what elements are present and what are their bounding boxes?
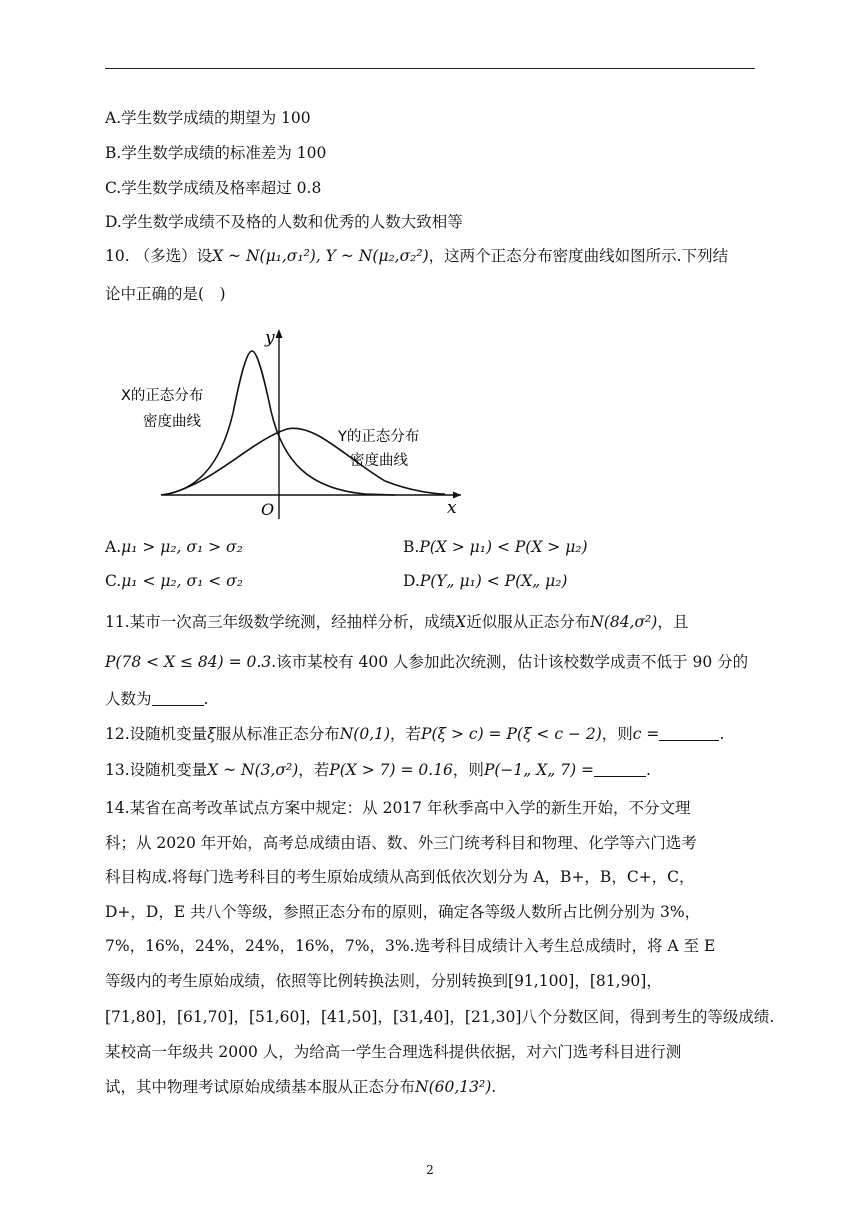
q14-line5: 7%，16%，24%，24%，16%，7%，3%.选考科目成绩计入考生总成绩时，将 A 至 E [105,937,716,955]
q12-line: 12.设随机变量ξ服从标准正态分布N(0,1)，若P(ξ > c) = P(ξ < c − 2)，则c = . [105,725,725,743]
q14-line7: [71,80]，[61,70]，[51,60]，[41,50]，[31,40]，[21,30]八个分数区间，得到考生的等级成绩. [105,1008,775,1026]
header-rule [105,68,755,69]
q13-line: 13.设随机变量X ~ N(3,σ²)，若P(X > 7) = 0.16，则P(−1„ X„ 7) = . [105,761,651,779]
x-axis-label: x [447,498,457,518]
q9-option-a: A.学生数学成绩的期望为 100 [105,109,311,127]
q11-line2: P(78 < X ≤ 84) = 0.3.该市某校有 400 人参加此次统测，估计该校数学成责不低于 90 分的 [105,653,749,671]
q10-stem-line2: 论中正确的是( ) [105,285,226,303]
q9-option-b: B.学生数学成绩的标准差为 100 [105,144,327,162]
q10-option-a: A.μ₁ > μ₂, σ₁ > σ₂ [105,538,243,556]
y-axis-label: y [265,328,275,348]
y-axis-arrow [276,329,283,338]
normal-curves-figure [121,323,470,520]
y-curve-label-line1: Y的正态分布 [338,429,420,445]
q10-math: X ~ N(μ₁,σ₁²), Y ~ N(μ₂,σ₂²) [212,247,429,265]
q9-option-c: C.学生数学成绩及格率超过 0.8 [105,179,322,197]
q14-line6: 等级内的考生原始成绩，依照等比例转换法则，分别转换到[91,100]，[81,90]， [105,972,662,990]
q10-option-d: D.P(Y„ μ₁) < P(X„ μ₂) [403,572,568,590]
q12-answer-blank[interactable] [659,726,719,741]
q14-line2: 科；从 2020 年开始，高考总成绩由语、数、外三门统考科目和物理、化学等六门选考 [105,834,697,852]
q10-option-b: B.P(X > μ₁) < P(X > μ₂) [403,538,588,556]
x-curve-label-line1: X的正态分布 [121,388,204,404]
q10-prefix: 10. （多选）设 [105,247,213,265]
q10-stem-line1 [105,244,728,266]
q14-line4: D+，D，E 共八个等级，参照正态分布的原则，确定各等级人数所占比例分别为 3%， [105,903,701,921]
q13-answer-blank[interactable] [594,762,646,777]
q9-option-d: D.学生数学成绩不及格的人数和优秀的人数大致相等 [105,213,463,231]
x-curve-label-line2: 密度曲线 [143,414,201,430]
q14-line9: 试，其中物理考试原始成绩基本服从正态分布N(60,13²). [105,1078,497,1096]
q14-line1: 14.某省在高考改革试点方案中规定：从 2017 年秋季高中入学的新生开始，不分文理 [105,799,691,817]
q14-line3: 科目构成.将每门选考科目的考生原始成绩从高到低依次划分为 A，B+，B，C+，C， [105,868,695,886]
page-number: 2 [426,1163,434,1177]
y-curve-label-line2: 密度曲线 [350,453,408,469]
q11-line3: 人数为 . [105,690,209,708]
origin-label: O [261,500,275,519]
q11-line1: 11.某市一次高三年级数学统测，经抽样分析，成绩X近似服从正态分布N(84,σ²)，且 [105,613,689,631]
q10-option-c: C.μ₁ < μ₂, σ₁ < σ₂ [105,572,243,590]
q11-answer-blank[interactable] [152,691,204,706]
q10-suffix: ，这两个正态分布密度曲线如图所示.下列结 [428,247,729,265]
q14-line8: 某校高一年级共 2000 人，为给高一学生合理选科提供依据，对六门选考科目进行测 [105,1043,682,1061]
